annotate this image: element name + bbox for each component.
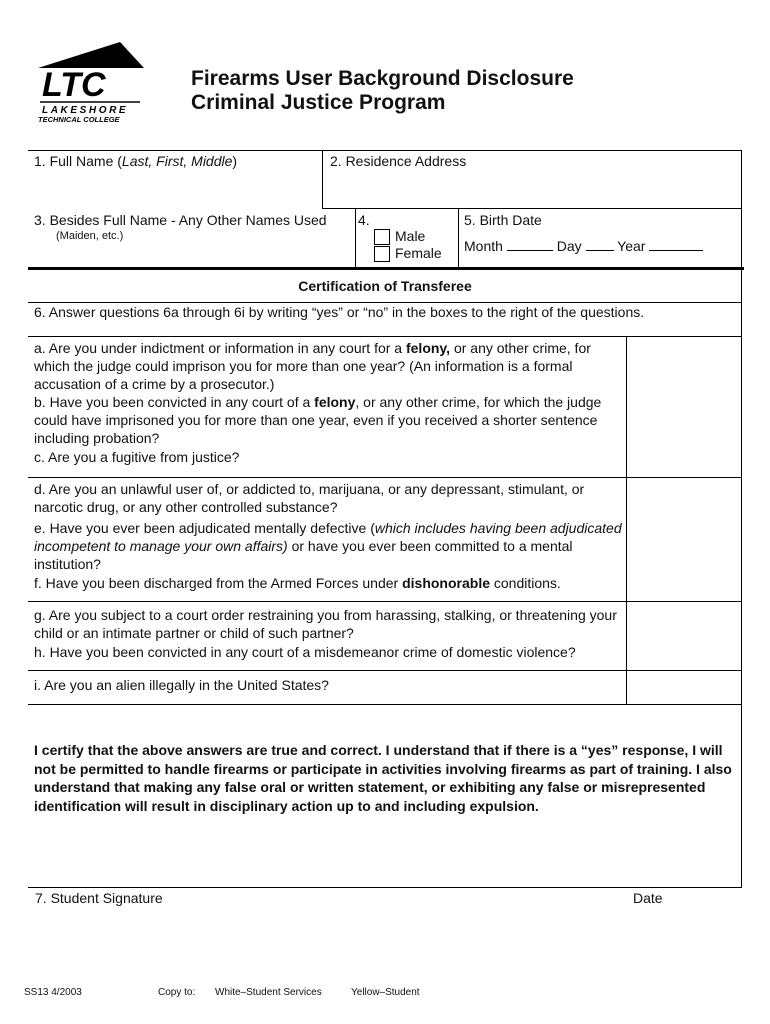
full-name-label: 1. Full Name (	[34, 153, 122, 169]
female-label: Female	[395, 245, 442, 261]
question-f: f. Have you been discharged from the Armed Forces under dishonorable conditions.	[34, 575, 561, 591]
question-b: b. Have you been convicted in any court of a felony, or any other crime, for which the judge could have imprisoned you for more than one year, even if you received a shorter sentence including probation?	[34, 394, 602, 446]
answer-box-i[interactable]	[627, 671, 741, 704]
title-line-1: Firearms User Background Disclosure	[191, 67, 574, 90]
question-c: c. Are you a fugitive from justice?	[34, 449, 240, 465]
section-title: Certification of Transferee	[298, 278, 472, 294]
month-label: Month	[464, 238, 503, 254]
logo-graphic	[36, 40, 146, 124]
answer-box-abc[interactable]	[627, 337, 741, 477]
question-i: i. Are you an alien illegally in the United States?	[34, 677, 329, 693]
birth-date-field[interactable]	[464, 238, 703, 255]
answer-box-gh[interactable]	[627, 602, 741, 670]
residence-address-label: 2. Residence Address	[330, 153, 467, 169]
copy-to-label: Copy to:	[158, 987, 196, 998]
question-h: h. Have you been convicted in any court of a misdemeanor crime of domestic violence?	[34, 644, 576, 660]
full-name-hint: Last, First, Middle	[121, 153, 233, 169]
student-signature-field[interactable]	[190, 888, 610, 910]
copy-yellow: Yellow–Student	[351, 987, 420, 998]
male-checkbox[interactable]	[374, 229, 390, 245]
question-d: d. Are you an unlawful user of, or addicted to, marijuana, or any depressant, stimulant, or narcotic drug, or any other controlled substance?	[34, 481, 585, 515]
month-blank[interactable]	[507, 238, 553, 251]
residence-address-field[interactable]	[330, 153, 466, 170]
logo-sub2: TECHNICAL COLLEGE	[38, 115, 120, 124]
birth-date-label: 5. Birth Date	[464, 212, 542, 228]
copy-white: White–Student Services	[215, 987, 322, 998]
answer-box-def[interactable]	[627, 478, 741, 601]
document-title	[191, 67, 574, 115]
other-names-note: (Maiden, etc.)	[56, 230, 124, 242]
form-code: SS13 4/2003	[24, 987, 82, 998]
logo-text: LTC	[42, 66, 106, 104]
question-a: a. Are you under indictment or information in any court for a felony, or any other crime, for which the judge could imprison you for more than one year? (An information is a formal accusation of a crime by a prosecutor.)	[34, 340, 591, 392]
question-g: g. Are you subject to a court order restraining you from harassing, stalking, or threatening your child or an intimate partner or child of such partner?	[34, 607, 617, 641]
instructions: 6. Answer questions 6a through 6i by writing “yes” or “no” in the boxes to the right of the questions.	[34, 304, 645, 320]
male-label: Male	[395, 228, 426, 244]
disclosure-form	[28, 150, 742, 888]
year-blank[interactable]	[649, 238, 703, 251]
student-signature-label: 7. Student Signature	[35, 890, 163, 906]
logo-sub1: LAKESHORE	[42, 105, 129, 116]
other-names-field[interactable]	[34, 212, 327, 242]
title-line-2: Criminal Justice Program	[191, 91, 446, 114]
day-label: Day	[556, 238, 582, 254]
other-names-label: 3. Besides Full Name - Any Other Names Used	[34, 212, 327, 228]
day-blank[interactable]	[586, 238, 614, 251]
female-checkbox[interactable]	[374, 246, 390, 262]
certification-statement: I certify that the above answers are true and correct. I understand that if there is a “yes” response, I will not be permitted to handle firearms or participate in activities involving firearms as part of training. I also understand that making any false oral or written statement, or exhibiting any false or misrepresented identification will result in disciplinary action up to and including expulsion.	[34, 742, 732, 814]
ltc-logo	[36, 40, 146, 124]
full-name-label-end: )	[232, 153, 238, 169]
full-name-field[interactable]	[34, 153, 237, 170]
date-label: Date	[633, 890, 663, 906]
year-label: Year	[617, 238, 646, 254]
question-e: e. Have you ever been adjudicated mentally defective (which includes having been adjudicated incompetent to manage your own affairs) or have you ever been committed to a mental institution?	[34, 520, 622, 572]
sex-number: 4.	[358, 212, 370, 228]
